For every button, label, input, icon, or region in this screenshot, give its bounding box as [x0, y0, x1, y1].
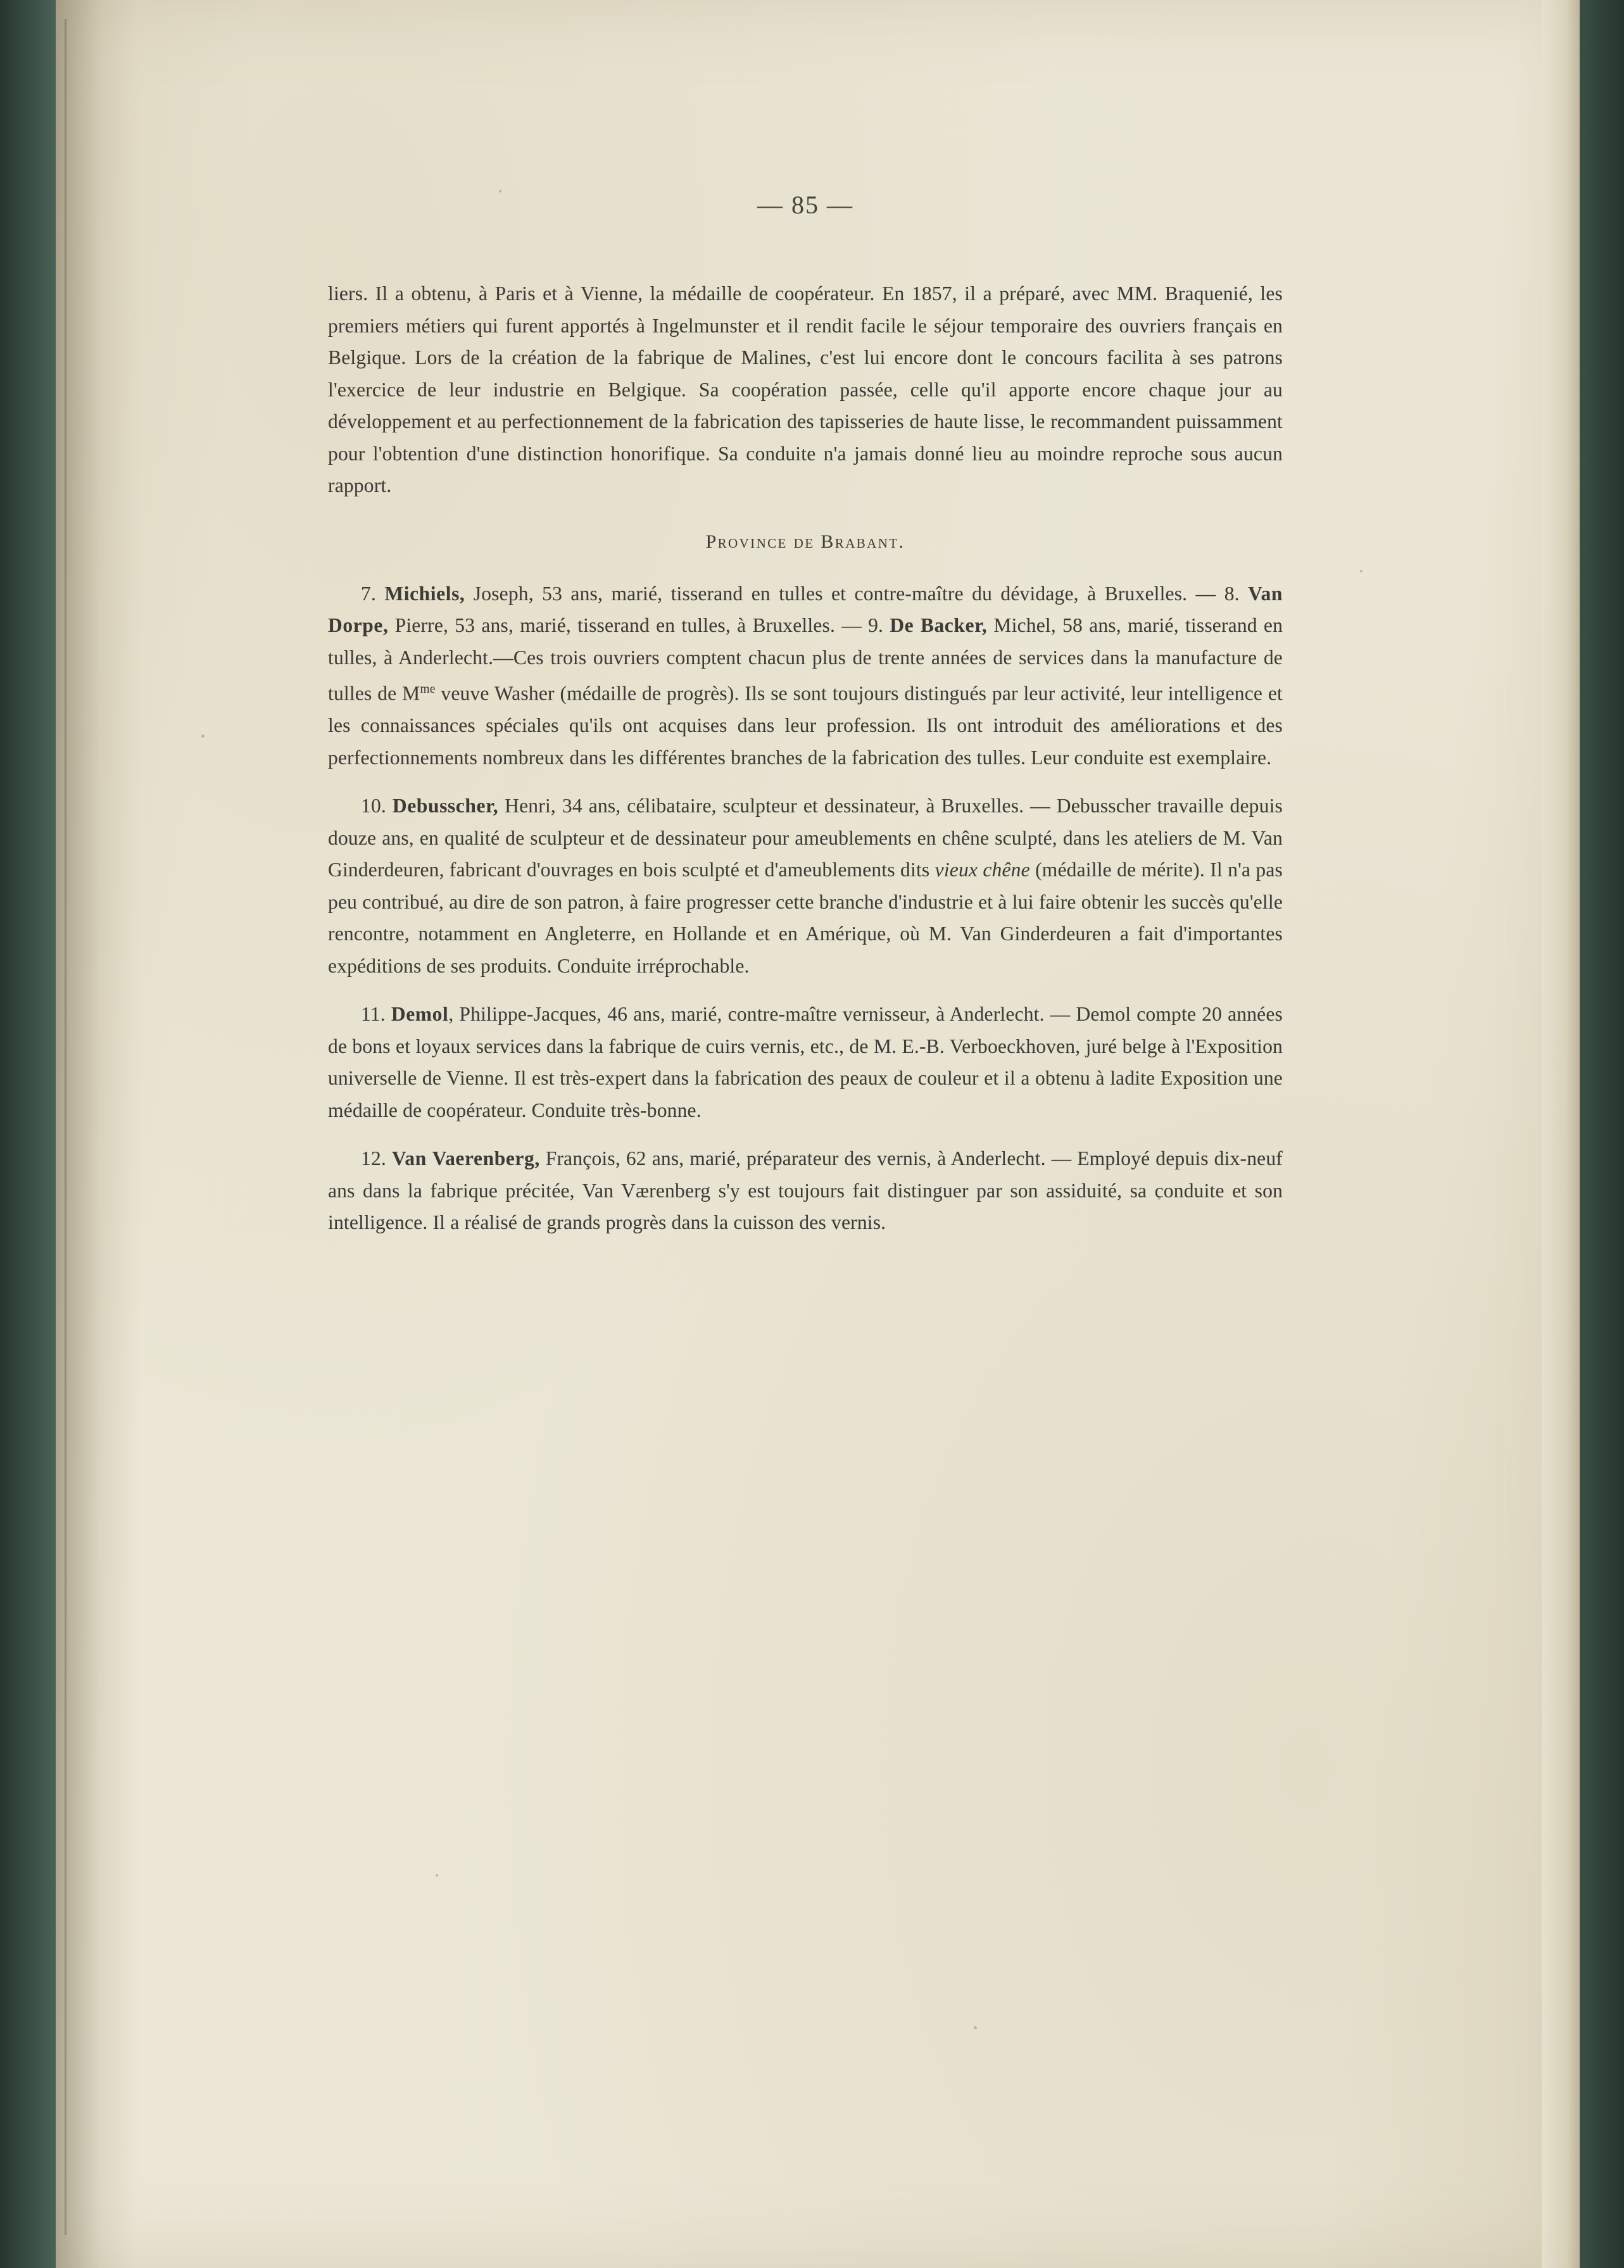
entry-11-name: Demol — [391, 1003, 449, 1025]
superscript-abbrev: me — [420, 683, 436, 696]
spine-rule — [65, 19, 66, 2235]
page-number: — 85 — — [757, 191, 853, 219]
entry-10-text-after-italic: (médaille de mérite). Il n'a pas peu contribué, au dire de son patron, à faire progresser cette branche d'industrie et à lui faire obtenir les succès qu'elle rencontre, notamment en Angleterre, en Hollande et en Amérique, où M. Van Ginderdeuren a fait d'importantes expéditions de ses produits. Conduite irréprochable. — [328, 859, 1283, 977]
paper-speck — [1360, 570, 1363, 572]
entry-12-number: 12. — [361, 1147, 386, 1169]
entry-9-lead: Michel, 58 ans, marié, tisserand en tulles, à Anderlecht.—Ces trois ouvriers comptent chacun plus de trente années de services dans la manufacture de tulles de M — [328, 614, 1283, 705]
page-edge-shadow — [1542, 0, 1580, 2268]
entry-11-text: , Philippe-Jacques, 46 ans, marié, contre-maître vernisseur, à Anderlecht. — Demol compte 20 années de bons et loyaux services dans la fabrique de cuirs vernis, etc., de M. E.-B. Verboeckhoven, juré belge à l'Exposition universelle de Vienne. Il est très-expert dans la fabrication des peaux de couleur et il a obtenu à ladite Exposition une médaille de coopérateur. Conduite très-bonne. — [328, 1003, 1283, 1121]
entry-10 — [328, 790, 1283, 982]
gutter-shadow — [56, 0, 138, 2268]
entry-12-name: Van Vaerenberg, — [391, 1147, 540, 1169]
paragraph-continued — [328, 278, 1283, 502]
paper-page — [56, 0, 1580, 2268]
entry-10-italic-term: vieux chêne — [935, 859, 1030, 881]
entry-7-tail: veuve Washer (médaille de progrès). Ils se sont toujours distingués par leur activité, leur intelligence et les connaissances spéciales qu'ils ont acquises dans leur profession. Ils ont introduit des améliorations et des perfectionnements nombreux dans les différentes branches de la fabrication des tulles. Leur conduite est exemplaire. — [328, 682, 1283, 769]
entry-12-text: François, 62 ans, marié, préparateur des vernis, à Anderlecht. — Employé depuis dix-neuf ans dans la fabrique précitée, Van Værenberg s'y est toujours fait distinguer par son assiduité, sa conduite et son intelligence. Il a réalisé de grands progrès dans la cuisson des vernis. — [328, 1147, 1283, 1233]
scan-background-right — [1580, 0, 1624, 2268]
paper-speck — [201, 734, 205, 738]
entry-9-name: De Backer, — [890, 614, 988, 636]
entry-7-name: Michiels, — [384, 582, 465, 605]
paper-speck — [974, 2026, 977, 2029]
entry-7-number: 7. — [361, 582, 377, 605]
entry-8-lead: Pierre, 53 ans, marié, tisserand en tulles, à Bruxelles. — — [388, 614, 869, 636]
entry-9-number: 9. — [868, 614, 884, 636]
section-heading: Province de Brabant. — [705, 531, 905, 552]
entry-7-lead: Joseph, 53 ans, marié, tisserand en tulles et contre-maître du dévidage, à Bruxelles. — — [465, 582, 1224, 605]
paragraph-continued-text: liers. Il a obtenu, à Paris et à Vienne, la médaille de coopérateur. En 1857, il a préparé, avec MM. Braquenié, les premiers métiers qui furent apportés à Ingelmunster et il rendit facile le séjour temporaire des ouvriers français en Belgique. Lors de la création de la fabrique de Malines, c'est lui encore dont le concours facilita à ses patrons l'exercice de leur industrie en Belgique. Sa coopération passée, celle qu'il apporte encore chaque jour au développement et au perfectionnement de la fabrication des tapisseries de haute lisse, le recommandent puissamment pour l'obtention d'une distinction honorifique. Sa conduite n'a jamais donné lieu au moindre reproche sous aucun rapport. — [328, 282, 1283, 496]
entry-12 — [328, 1143, 1283, 1239]
page-text-column — [328, 190, 1283, 1239]
book-binding-left — [0, 0, 56, 2268]
entry-10-number: 10. — [361, 795, 386, 817]
entry-7 — [328, 578, 1283, 774]
entry-8-number: 8. — [1224, 582, 1240, 605]
entry-11-number: 11. — [361, 1003, 386, 1025]
entry-8-name: Van Dorpe, — [328, 582, 1283, 636]
paper-speck — [436, 1874, 438, 1877]
entry-10-name: Debusscher, — [392, 795, 499, 817]
entry-10-text-before-italic: Henri, 34 ans, célibataire, sculpteur et dessinateur, à Bruxelles. — Debusscher travaille depuis douze ans, en qualité de sculpteur et de dessinateur pour ameublements en chêne sculpté, dans les ateliers de M. Van Ginderdeuren, fabricant d'ouvrages en bois sculpté et d'ameublements dits — [328, 795, 1283, 881]
entry-11 — [328, 999, 1283, 1126]
